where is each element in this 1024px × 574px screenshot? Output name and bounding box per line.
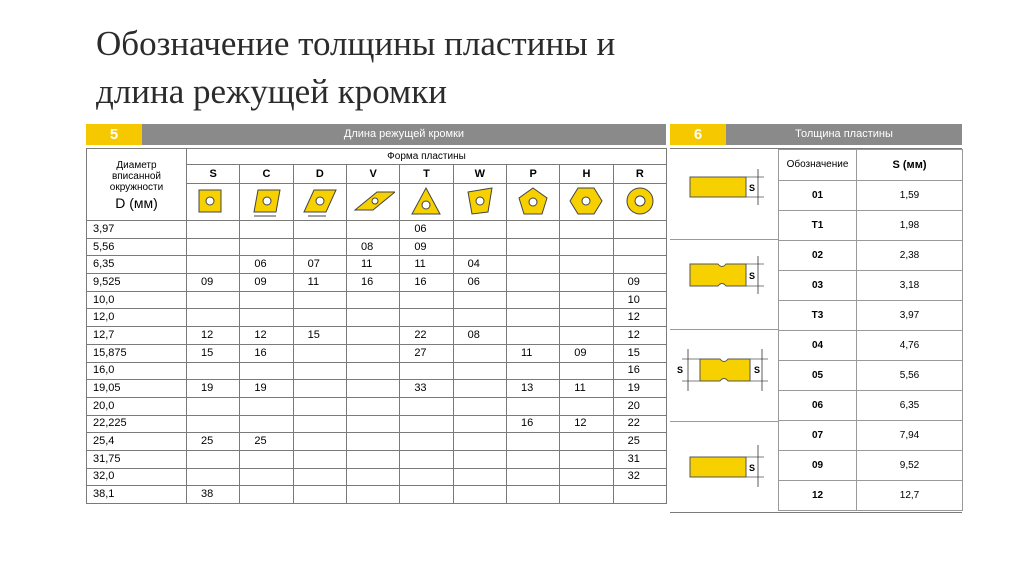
diameter-header-line-1: Диаметр (116, 160, 157, 171)
edge-length-cell: 10 (613, 291, 666, 309)
edge-length-cell (187, 468, 240, 486)
shape-letter-d: D (293, 165, 346, 184)
edge-length-cell: 09 (613, 274, 666, 292)
edge-length-cell (240, 362, 293, 380)
edge-length-cell: 38 (187, 486, 240, 504)
thickness-code-cell: T3 (779, 301, 857, 331)
diameter-cell: 6,35 (87, 256, 187, 274)
shape-letter-s: S (187, 165, 240, 184)
edge-length-cell: 12 (187, 327, 240, 345)
edge-length-cell: 12 (560, 415, 613, 433)
edge-length-cell: 11 (400, 256, 453, 274)
rhombus-80-insert-icon (244, 184, 288, 220)
table-row (779, 481, 963, 511)
edge-length-cell (187, 238, 240, 256)
edge-length-cell (506, 309, 559, 327)
edge-length-cell (453, 397, 506, 415)
table-row (779, 421, 963, 451)
edge-length-cell (560, 486, 613, 504)
edge-length-cell (453, 344, 506, 362)
edge-length-cell (560, 468, 613, 486)
edge-length-cell (346, 468, 399, 486)
diameter-header-line-2: вписанной (111, 171, 162, 182)
diameter-cell: 19,05 (87, 380, 187, 398)
flat-insert-side-icon (670, 149, 778, 239)
table-row (87, 238, 667, 256)
thickness-value-cell: 1,98 (857, 211, 963, 241)
table-row (779, 301, 963, 331)
dimension-s-label: S (754, 365, 761, 375)
edge-length-cell (560, 450, 613, 468)
section-number-6: 6 (670, 124, 726, 145)
edge-length-cell (560, 397, 613, 415)
edge-length-cell (346, 415, 399, 433)
thickness-body (670, 148, 962, 513)
diameter-cell: 16,0 (87, 362, 187, 380)
thickness-diagram-3 (670, 329, 778, 422)
edge-length-cell: 15 (613, 344, 666, 362)
edge-length-cell: 16 (346, 274, 399, 292)
edge-length-cell (453, 415, 506, 433)
thickness-value-cell: 4,76 (857, 331, 963, 361)
edge-length-cell (560, 256, 613, 274)
thickness-value-cell: 7,94 (857, 421, 963, 451)
edge-length-cell (293, 380, 346, 398)
table-row (779, 241, 963, 271)
edge-length-cell: 25 (613, 433, 666, 451)
edge-length-cell (346, 362, 399, 380)
edge-length-cell (346, 221, 399, 239)
edge-length-cell (453, 468, 506, 486)
table-row (779, 391, 963, 421)
edge-length-cell (506, 274, 559, 292)
edge-length-cell (240, 486, 293, 504)
table-row (779, 181, 963, 211)
thickness-code-cell: 07 (779, 421, 857, 451)
shape-picture-cell (187, 184, 240, 221)
edge-length-cell (453, 238, 506, 256)
edge-length-cell: 20 (613, 397, 666, 415)
edge-length-cell (187, 415, 240, 433)
edge-length-cell (506, 256, 559, 274)
edge-length-cell: 06 (240, 256, 293, 274)
edge-length-cell (240, 309, 293, 327)
diameter-cell: 12,7 (87, 327, 187, 345)
thickness-diagram-4 (670, 421, 778, 511)
diameter-cell: 25,4 (87, 433, 187, 451)
edge-length-cell (346, 344, 399, 362)
section-6-caption: Толщина пластины (795, 128, 893, 140)
edge-length-cell (506, 433, 559, 451)
thickness-value-cell: 6,35 (857, 391, 963, 421)
rhombus-35-insert-icon (351, 184, 395, 220)
edge-length-cell: 15 (187, 344, 240, 362)
edge-length-cell (346, 327, 399, 345)
edge-length-cell: 07 (293, 256, 346, 274)
title-line-1: Обозначение толщины пластины и (96, 24, 616, 63)
shape-picture-cell (240, 184, 293, 221)
edge-length-cell (293, 362, 346, 380)
insert-thickness-table (670, 124, 962, 511)
edge-length-cell (346, 433, 399, 451)
edge-length-cell (560, 362, 613, 380)
thickness-rows (779, 181, 963, 511)
edge-length-cell (346, 450, 399, 468)
thickness-code-cell: 09 (779, 451, 857, 481)
edge-length-cell (400, 468, 453, 486)
table-row (87, 291, 667, 309)
edge-length-cell (506, 291, 559, 309)
edge-length-cell (293, 221, 346, 239)
shape-letter-w: W (453, 165, 506, 184)
thickness-grid (778, 149, 963, 511)
edge-length-cell: 19 (613, 380, 666, 398)
table-row (779, 331, 963, 361)
shape-letter-h: H (560, 165, 613, 184)
dimension-s-label: S (749, 463, 756, 473)
round-insert-icon (618, 184, 662, 220)
edge-length-cell (346, 380, 399, 398)
diameter-cell: 9,525 (87, 274, 187, 292)
edge-length-cell (453, 362, 506, 380)
edge-length-cell: 16 (613, 362, 666, 380)
diameter-cell: 38,1 (87, 486, 187, 504)
diameter-cell: 5,56 (87, 238, 187, 256)
thickness-value-cell: 3,97 (857, 301, 963, 331)
table-row (87, 256, 667, 274)
edge-length-cell: 22 (613, 415, 666, 433)
thickness-value-cell: 12,7 (857, 481, 963, 511)
edge-length-cell: 27 (400, 344, 453, 362)
edge-length-cell (293, 344, 346, 362)
diameter-cell: 22,225 (87, 415, 187, 433)
double-sided-insert-side-icon (670, 329, 778, 421)
edge-length-cell: 13 (506, 380, 559, 398)
dimension-s-label: S (677, 365, 684, 375)
edge-length-cell (453, 291, 506, 309)
dimension-s-label: S (749, 271, 756, 281)
diameter-cell: 32,0 (87, 468, 187, 486)
table-row (87, 415, 667, 433)
thickness-value-cell: 9,52 (857, 451, 963, 481)
edge-length-cell: 16 (400, 274, 453, 292)
thickness-diagram-2 (670, 239, 778, 330)
edge-length-cell (400, 433, 453, 451)
diameter-header (87, 149, 187, 221)
edge-length-cell: 12 (613, 327, 666, 345)
title-line-2: длина режущей кромки (96, 72, 447, 111)
edge-length-grid (86, 148, 667, 504)
cutting-edge-length-table (86, 124, 666, 511)
edge-length-cell (506, 486, 559, 504)
s-mm-header: S (мм) (857, 150, 963, 181)
edge-length-cell (453, 450, 506, 468)
edge-length-cell: 15 (293, 327, 346, 345)
thickness-code-cell: 05 (779, 361, 857, 391)
shape-picture-cell (613, 184, 666, 221)
slide-title (96, 20, 936, 116)
edge-length-cell: 25 (187, 433, 240, 451)
edge-length-cell: 16 (506, 415, 559, 433)
edge-length-cell: 11 (346, 256, 399, 274)
edge-length-cell (453, 309, 506, 327)
triangle-insert-icon (404, 184, 448, 220)
thickness-value-cell: 1,59 (857, 181, 963, 211)
shape-letter-p: P (506, 165, 559, 184)
table-row (779, 211, 963, 241)
diameter-cell: 20,0 (87, 397, 187, 415)
thick-insert-side-icon (670, 421, 778, 511)
table-row (87, 433, 667, 451)
trigon-insert-icon (458, 184, 502, 220)
edge-length-cell (613, 221, 666, 239)
edge-length-cell (187, 450, 240, 468)
shape-letter-v: V (346, 165, 399, 184)
shape-picture-cell (506, 184, 559, 221)
edge-length-cell (293, 397, 346, 415)
table-row (779, 361, 963, 391)
edge-length-cell (453, 433, 506, 451)
rhombus-55-insert-icon (298, 184, 342, 220)
shape-picture-cell (346, 184, 399, 221)
edge-length-cell (400, 415, 453, 433)
edge-length-cell (187, 362, 240, 380)
thickness-code-cell: 12 (779, 481, 857, 511)
edge-length-cell (346, 291, 399, 309)
thickness-code-cell: T1 (779, 211, 857, 241)
edge-length-cell (346, 309, 399, 327)
thickness-code-cell: 01 (779, 181, 857, 211)
edge-length-cell (187, 256, 240, 274)
edge-length-cell (293, 433, 346, 451)
edge-length-cell (346, 397, 399, 415)
edge-length-cell (453, 380, 506, 398)
diameter-cell: 3,97 (87, 221, 187, 239)
edge-length-cell (400, 450, 453, 468)
shape-letter-c: C (240, 165, 293, 184)
table-row (87, 486, 667, 504)
diameter-cell: 12,0 (87, 309, 187, 327)
diameter-cell: 31,75 (87, 450, 187, 468)
edge-length-cell: 11 (293, 274, 346, 292)
shape-picture-cell (400, 184, 453, 221)
edge-length-cell (187, 309, 240, 327)
edge-length-cell (506, 397, 559, 415)
edge-length-cell (560, 274, 613, 292)
edge-length-cell (240, 291, 293, 309)
table-row (87, 450, 667, 468)
edge-length-cell: 09 (187, 274, 240, 292)
dimension-s-label: S (749, 183, 756, 193)
thickness-code-cell: 03 (779, 271, 857, 301)
thickness-value-cell: 2,38 (857, 241, 963, 271)
edge-length-cell (613, 256, 666, 274)
edge-length-cell (400, 362, 453, 380)
edge-length-cell (506, 221, 559, 239)
designation-header: Обозначение (779, 150, 857, 181)
edge-length-cell: 32 (613, 468, 666, 486)
edge-length-cell (560, 327, 613, 345)
edge-length-cell (293, 450, 346, 468)
square-insert-icon (191, 184, 235, 220)
hexagon-insert-icon (564, 184, 608, 220)
edge-length-cell (400, 397, 453, 415)
edge-length-cell (293, 486, 346, 504)
section-6-header (670, 124, 962, 145)
shape-letter-t: T (400, 165, 453, 184)
edge-length-cell (400, 291, 453, 309)
edge-length-cell (613, 486, 666, 504)
table-row (779, 451, 963, 481)
shape-header: Форма пластины (187, 149, 667, 165)
edge-length-cell: 09 (560, 344, 613, 362)
shape-picture-cell (453, 184, 506, 221)
edge-length-cell (187, 291, 240, 309)
edge-length-cell (453, 486, 506, 504)
edge-length-cell (506, 468, 559, 486)
edge-length-cell (560, 238, 613, 256)
edge-length-cell (240, 397, 293, 415)
edge-length-cell: 06 (400, 221, 453, 239)
table-row (87, 344, 667, 362)
edge-length-cell: 04 (453, 256, 506, 274)
chipbreaker-insert-side-icon (670, 239, 778, 329)
edge-length-cell (187, 397, 240, 415)
table-row (779, 271, 963, 301)
table-row (87, 380, 667, 398)
table-row (87, 274, 667, 292)
edge-length-cell (560, 309, 613, 327)
edge-length-cell (560, 221, 613, 239)
shape-picture-cell (560, 184, 613, 221)
shape-picture-cell (293, 184, 346, 221)
edge-length-cell (293, 309, 346, 327)
edge-length-cell (400, 486, 453, 504)
edge-length-cell (560, 433, 613, 451)
section-5-caption: Длина режущей кромки (343, 128, 465, 140)
edge-length-cell: 19 (240, 380, 293, 398)
thickness-code-cell: 04 (779, 331, 857, 361)
edge-length-cell (240, 238, 293, 256)
edge-length-cell (560, 291, 613, 309)
edge-length-cell (506, 327, 559, 345)
thickness-code-cell: 06 (779, 391, 857, 421)
edge-length-cell: 33 (400, 380, 453, 398)
section-5-header (86, 124, 666, 145)
edge-length-cell (293, 415, 346, 433)
edge-length-cell (240, 415, 293, 433)
edge-length-cell: 11 (506, 344, 559, 362)
edge-length-cell (293, 291, 346, 309)
table-row (87, 397, 667, 415)
table-row (87, 327, 667, 345)
edge-length-cell (453, 221, 506, 239)
thickness-value-cell: 5,56 (857, 361, 963, 391)
shape-letter-r: R (613, 165, 666, 184)
edge-length-cell (293, 238, 346, 256)
edge-length-cell: 08 (453, 327, 506, 345)
thickness-diagram-1 (670, 149, 778, 240)
edge-length-rows (87, 221, 667, 504)
edge-length-cell (506, 450, 559, 468)
edge-length-cell (293, 468, 346, 486)
table-row (87, 221, 667, 239)
diameter-header-line-3: окружности (109, 182, 164, 193)
diameter-unit: D (мм) (115, 195, 158, 211)
edge-length-cell: 12 (240, 327, 293, 345)
edge-length-cell (187, 221, 240, 239)
pentagon-insert-icon (511, 184, 555, 220)
edge-length-cell: 16 (240, 344, 293, 362)
diameter-cell: 10,0 (87, 291, 187, 309)
table-row (87, 468, 667, 486)
edge-length-cell (240, 468, 293, 486)
edge-length-cell (506, 362, 559, 380)
table-row (87, 362, 667, 380)
section-number-5: 5 (86, 124, 142, 145)
diameter-cell: 15,875 (87, 344, 187, 362)
edge-length-cell: 31 (613, 450, 666, 468)
edge-length-cell (613, 238, 666, 256)
edge-length-cell: 19 (187, 380, 240, 398)
edge-length-cell (240, 450, 293, 468)
edge-length-cell: 11 (560, 380, 613, 398)
edge-length-cell: 12 (613, 309, 666, 327)
thickness-value-cell: 3,18 (857, 271, 963, 301)
edge-length-cell: 08 (346, 238, 399, 256)
edge-length-cell: 09 (240, 274, 293, 292)
edge-length-cell (240, 221, 293, 239)
edge-length-cell: 22 (400, 327, 453, 345)
edge-length-cell (506, 238, 559, 256)
thickness-code-cell: 02 (779, 241, 857, 271)
table-row (87, 309, 667, 327)
edge-length-cell (400, 309, 453, 327)
edge-length-cell (346, 486, 399, 504)
edge-length-cell: 06 (453, 274, 506, 292)
edge-length-cell: 09 (400, 238, 453, 256)
edge-length-cell: 25 (240, 433, 293, 451)
